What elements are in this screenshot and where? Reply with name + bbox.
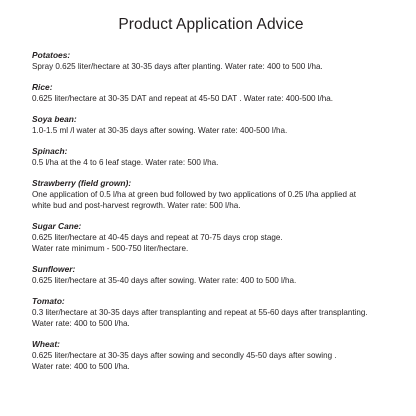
crop-name: Sunflower: — [32, 264, 76, 274]
crop-section-strawberry — [32, 178, 390, 211]
crop-name: Soya bean: — [32, 114, 77, 124]
crop-name: Strawberry (field grown): — [32, 178, 132, 188]
crop-instructions: 0.625 liter/hectare at 30-35 days after sowing and secondly 45-50 days after sowing . Water rate: 400 to 500 l/ha. — [32, 351, 337, 371]
crop-instructions: 1.0-1.5 ml /l water at 30-35 days after sowing. Water rate: 400-500 l/ha. — [32, 126, 288, 135]
crop-instructions: 0.5 l/ha at the 4 to 6 leaf stage. Water rate: 500 l/ha. — [32, 158, 219, 167]
crop-section-sugar-cane — [32, 221, 390, 254]
crop-instructions: 0.625 liter/hectare at 35-40 days after sowing. Water rate: 400 to 500 l/ha. — [32, 276, 297, 285]
crop-instructions: 0.625 liter/hectare at 40-45 days and repeat at 70-75 days crop stage. Water rate minimum - 500-750 liter/hectare. — [32, 233, 283, 253]
crop-name: Potatoes: — [32, 50, 71, 60]
crop-section-wheat — [32, 339, 390, 372]
crop-section-rice — [32, 82, 390, 104]
crop-instructions: 0.3 liter/hectare at 30-35 days after transplanting and repeat at 55-60 days after transplanting. Water rate: 400 to 500 l/ha. — [32, 308, 368, 328]
crop-section-spinach — [32, 146, 390, 168]
crop-section-soya-bean — [32, 114, 390, 136]
crop-instructions: Spray 0.625 liter/hectare at 30-35 days after planting. Water rate: 400 to 500 l/ha. — [32, 62, 323, 71]
crop-name: Sugar Cane: — [32, 221, 82, 231]
crop-section-potatoes — [32, 50, 390, 72]
crop-instructions: 0.625 liter/hectare at 30-35 DAT and repeat at 45-50 DAT . Water rate: 400-500 l/ha. — [32, 94, 333, 103]
crop-name: Spinach: — [32, 146, 68, 156]
crop-name: Tomato: — [32, 296, 65, 306]
crop-section-tomato — [32, 296, 390, 329]
crop-instructions: One application of 0.5 l/ha at green bud followed by two applications of 0.25 l/ha applied at white bud and post-harvest regrowth. Water rate: 500 l/ha. — [32, 190, 356, 210]
crop-name: Wheat: — [32, 339, 60, 349]
page-title: Product Application Advice — [118, 16, 304, 33]
crop-section-sunflower — [32, 264, 390, 286]
crop-name: Rice: — [32, 82, 53, 92]
